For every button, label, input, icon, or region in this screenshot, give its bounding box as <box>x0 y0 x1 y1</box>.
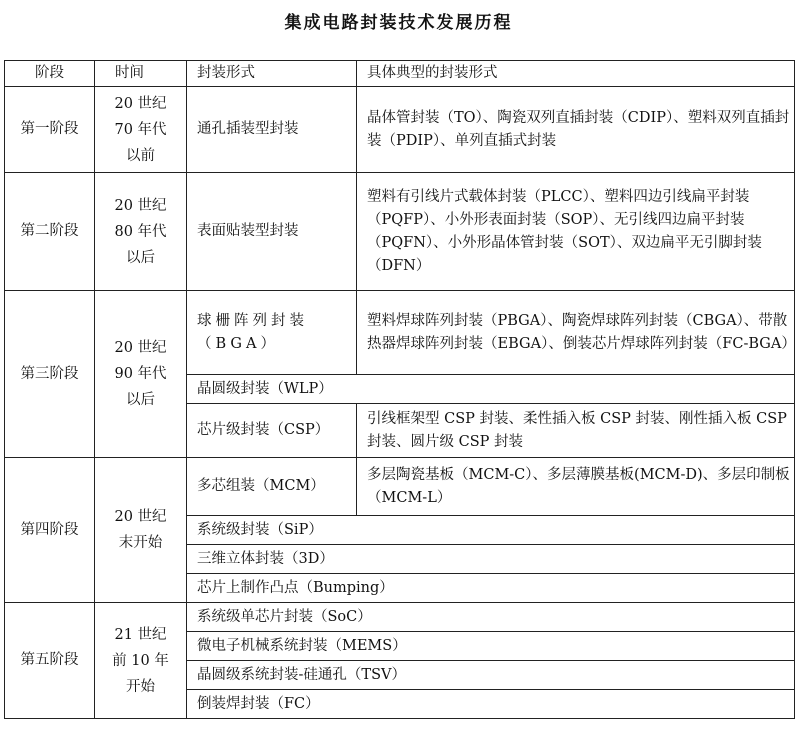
header-package-form: 封装形式 <box>187 61 357 87</box>
form-cell: 微电子机械系统封装（MEMS） <box>187 632 795 661</box>
form-cell: 多芯组装（MCM） <box>187 458 357 516</box>
time-line: 以前 <box>126 147 155 164</box>
time-cell <box>95 458 187 603</box>
time-line: 20 世纪 <box>114 197 167 214</box>
detail-cell: 塑料有引线片式载体封装（PLCC）、塑料四边引线扁平封装（PQFP）、小外形表面封装（SOP）、无引线四边扁平封装（PQFN）、小外形晶体管封装（SOT）、双边扁平无引脚封装（DFN） <box>357 173 795 291</box>
table-row <box>5 173 795 291</box>
table-row <box>5 291 795 375</box>
page-title: 集成电路封装技术发展历程 <box>284 13 513 33</box>
time-line: 末开始 <box>118 535 163 551</box>
form-cell: 系统级单芯片封装（SoC） <box>187 603 795 632</box>
form-cell: 通孔插装型封装 <box>187 87 357 173</box>
time-line: 20 世纪 <box>114 95 167 112</box>
packaging-history-table <box>4 60 795 719</box>
time-line: 20 世纪 <box>114 509 167 525</box>
detail-cell: 晶体管封装（TO）、陶瓷双列直插封装（CDIP）、塑料双列直插封装（PDIP）、单列直插式封装 <box>357 87 795 173</box>
time-line: 以后 <box>126 249 155 266</box>
time-line: 前 10 年 <box>112 652 169 669</box>
detail-cell: 塑料焊球阵列封装（PBGA）、陶瓷焊球阵列封装（CBGA）、带散热器焊球阵列封装（EBGA）、倒装芯片焊球阵列封装（FC-BGA） <box>357 291 795 375</box>
table-row <box>5 458 795 516</box>
stage-cell: 第五阶段 <box>5 603 95 719</box>
form-cell: 球栅阵列封装（BGA） <box>187 291 357 375</box>
table-row <box>5 603 795 632</box>
stage-cell: 第三阶段 <box>5 291 95 458</box>
time-line: 90 年代 <box>114 366 167 382</box>
time-cell <box>95 173 187 291</box>
form-cell: 系统级封装（SiP） <box>187 516 795 545</box>
header-typical-forms: 具体典型的封装形式 <box>357 61 795 87</box>
header-row <box>5 61 795 87</box>
detail-cell: 引线框架型 CSP 封装、柔性插入板 CSP 封装、刚性插入板 CSP 封装、圆片级 CSP 封装 <box>357 404 795 458</box>
time-cell <box>95 603 187 719</box>
header-time: 时间 <box>95 61 187 87</box>
detail-cell: 多层陶瓷基板（MCM-C）、多层薄膜基板(MCM-D)、多层印制板（MCM-L） <box>357 458 795 516</box>
form-cell: 芯片上制作凸点（Bumping） <box>187 574 795 603</box>
time-cell <box>95 87 187 173</box>
time-line: 70 年代 <box>114 121 167 138</box>
stage-cell: 第四阶段 <box>5 458 95 603</box>
stage-cell: 第二阶段 <box>5 173 95 291</box>
table-row <box>5 87 795 173</box>
time-cell <box>95 291 187 458</box>
form-cell: 倒装焊封装（FC） <box>187 690 795 719</box>
form-cell: 三维立体封装（3D） <box>187 545 795 574</box>
form-cell: 晶圆级系统封装-硅通孔（TSV） <box>187 661 795 690</box>
time-line: 21 世纪 <box>114 626 167 643</box>
time-line: 开始 <box>126 678 155 695</box>
form-cell: 表面贴装型封装 <box>187 173 357 291</box>
stage-cell: 第一阶段 <box>5 87 95 173</box>
header-stage: 阶段 <box>5 61 95 87</box>
time-line: 以后 <box>126 392 155 408</box>
form-cell: 芯片级封装（CSP） <box>187 404 357 458</box>
time-line: 20 世纪 <box>114 340 167 356</box>
time-line: 80 年代 <box>114 223 167 240</box>
form-cell: 晶圆级封装（WLP） <box>187 375 795 404</box>
